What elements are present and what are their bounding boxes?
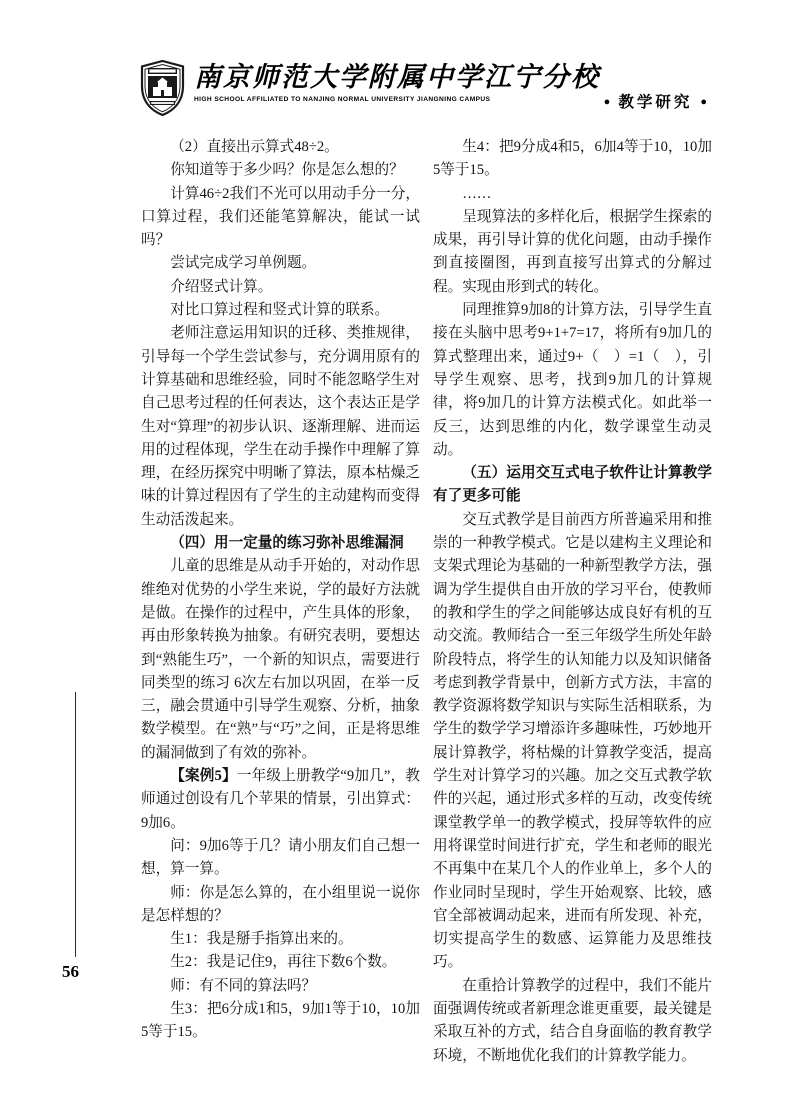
- paragraph: 【案例5】一年级上册教学“9加几”，教师通过创设有几个苹果的情景，引出算式：9加6。: [141, 768, 420, 831]
- school-identity: [194, 60, 614, 103]
- paragraph: 问：9加6等于几？请小朋友们自己想一想，算一算。: [141, 837, 420, 878]
- paragraph: 交互式教学是目前西方所普遍采用和推崇的一种教学模式。它是以建构主义理论和支架式理论为基础的一种新型教学方法，强调为学生提供自由开放的学习平台，使教师的教和学生的学之间能够达成良好有机的互动交流。教师结合一至三年级学生所处年龄阶段特点，将学生的认知能力以及知识储备考虑到教学背景中，创新方式方法，丰富的教学资源将数学知识与实际生活相联系，为学生的数学学习增添许多趣味性，巧妙地开展计算教学，将枯燥的计算教学变活，提高学生对计算学习的兴趣。加之交互式教学软件的兴起，通过形式多样的互动，改变传统课堂教学单一的教学模式，投屏等软件的应用将课堂时间进行扩充，学生和老师的眼光不再集中在某几个人的作业单上，多个人的作业同时呈现时，学生开始观察、比较，感官全部被调动起来，进而有所发现、补充，切实提高学生的数感、运算能力及思维技巧。: [433, 511, 712, 971]
- paragraph: 对比口算过程和竖式计算的联系。: [170, 302, 390, 319]
- paragraph: 师：你是怎么算的，在小组里说一说你是怎样想的？: [141, 884, 420, 924]
- paragraph: 师：有不同的算法吗？: [170, 977, 317, 994]
- paragraph: 呈现算法的多样化后，根据学生探索的成果，再引导计算的优化问题，由动手操作到直接圈图，再到直接写出算式的分解过程。实现由形到式的转化。: [433, 208, 712, 295]
- paragraph: 在重拾计算教学的过程中，我们不能片面强调传统或者新理念谁更重要，最关键是采取互补的方式，结合自身面临的教育教学环境，不断地优化我们的计算教学能力。: [433, 977, 712, 1064]
- journal-section-text: 教学研究: [618, 94, 693, 111]
- paragraph: 你知道等于多少吗？你是怎么想的？: [170, 162, 404, 179]
- paragraph: 生3：把6分成1和5，9加1等于10，10加5等于15。: [141, 1000, 420, 1041]
- paragraph: 介绍竖式计算。: [170, 278, 273, 295]
- article-body: [141, 136, 712, 1068]
- journal-section-label: [596, 90, 715, 112]
- case-label: 【案例5】: [170, 768, 237, 785]
- paragraph: 生1：我是掰手指算出来的。: [170, 931, 353, 948]
- margin-rule-line: [75, 692, 76, 957]
- paragraph: 同理推算9加8的计算方法，引导学生直接在头脑中思考9+1+7=17，将所有9加几的算式整理出来，通过9+（ ）=1（ ），引导学生观察、思考，找到9加几的计算规律，将9加几的计算方法模式化。如此举一反三，达到思维的内化，数学课堂生动灵动。: [433, 302, 712, 458]
- paragraph: 生4：把9分成4和5，6加4等于10，10加5等于15。: [433, 139, 712, 179]
- dot-icon: ●: [603, 96, 611, 108]
- paragraph: 计算46÷2我们不光可以用动手分一分，口算过程，我们还能笔算解决，能试一试吗？: [141, 185, 420, 249]
- page-number: 56: [62, 962, 79, 981]
- left-column: [141, 136, 420, 1068]
- paragraph: （2）直接出示算式48÷2。: [170, 139, 339, 155]
- paragraph: 生2：我是记住9，再往下数6个数。: [170, 954, 397, 971]
- paragraph: ……: [462, 185, 492, 202]
- right-column: [433, 136, 712, 1068]
- school-name: 南京师范大学附属中学江宁分校: [194, 62, 600, 92]
- section-heading: （五）运用交互式电子软件让计算教学有了更多可能: [433, 465, 712, 505]
- paragraph: 尝试完成学习单例题。: [170, 255, 317, 272]
- page-header: [140, 58, 715, 120]
- section-heading: （四）用一定量的练习弥补思维漏洞: [170, 535, 404, 552]
- paragraph: 儿童的思维是从动手开始的，对动作思维绝对优势的小学生来说，学的最好方法就是做。在操作的过程中，产生具体的形象，再由形象转换为抽象。有研究表明，要想达到“熟能生巧”，一个新的知识点，需要进行同类型的练习 6次左右加以巩固，在举一反三，融会贯通中引导学生观察、分析，抽象数学模型。在“熟”与“巧”之间，正是将思维的漏洞做到了有效的弥补。: [141, 558, 420, 761]
- school-crest-icon: [140, 60, 185, 116]
- dot-icon: ●: [700, 96, 707, 108]
- school-name-english: HIGH SCHOOL AFFILIATED TO NANJING NORMAL UNIVERSITY JIANGNING CAMPUS: [194, 96, 491, 103]
- paragraph: 老师注意运用知识的迁移、类推规律，引导每一个学生尝试参与，充分调用原有的计算基础和思维经验，同时不能忽略学生对自己思考过程的任何表达，这个表达正是学生对“算理”的初步认识、逐渐理解、进而运用的过程体现，学生在动手操作中理解了算理，在经历探究中明晰了算法，原本枯燥乏味的计算过程因有了学生的主动建构而变得生动活泼起来。: [141, 325, 420, 528]
